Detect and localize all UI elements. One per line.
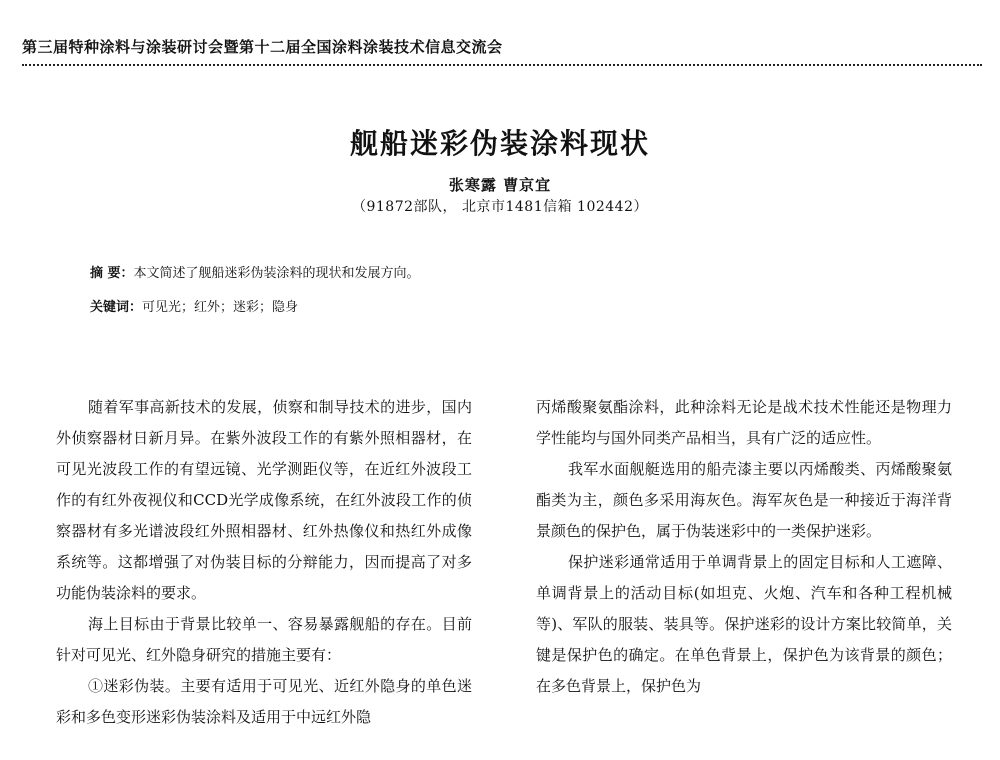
paragraph: 海上目标由于背景比较单一、容易暴露舰船的存在。目前针对可见光、红外隐身研究的措施主要有： [56,615,472,664]
paragraph: ①迷彩伪装。主要有适用于可见光、近红外隐身的单色迷彩和多色变形迷彩伪装涂料及适用于中远红外隐 [56,677,472,726]
abstract-label: 摘 要： [90,266,134,281]
keywords-text: 可见光；红外；迷彩；隐身 [142,300,299,315]
keywords-label: 关键词： [90,300,143,315]
paper-authors: 张寒露 曹京宜 [448,176,552,194]
header-divider [22,64,982,66]
paragraph: 丙烯酸聚氨酯涂料，此种涂料无论是战术技术性能还是物理力学性能均与国外同类产品相当，具有广泛的适应性。 [536,398,952,447]
body-column-right [536,392,952,702]
paragraph: 保护迷彩通常适用于单调背景上的固定目标和人工遮障、单调背景上的活动目标(如坦克、火炮、汽车和各种工程机械等)、军队的服装、装具等。保护迷彩的设计方案比较简单，关键是保护色的确定。在单色背景上，保护色为该背景的颜色；在多色背景上，保护色为 [536,553,952,695]
keywords [90,296,298,315]
paper-title: 舰船迷彩伪装涂料现状 [349,127,650,160]
body-column-left [56,392,472,733]
paragraph: 随着军事高新技术的发展，侦察和制导技术的进步，国内外侦察器材日新月异。在紫外波段工作的有紫外照相器材，在可见光波段工作的有望远镜、光学测距仪等，在近红外波段工作的有红外夜视仪和CCD光学成像系统，在红外波段工作的侦察器材有多光谱波段红外照相器材、红外热像仪和热红外成像系统等。这都增强了对伪装目标的分辩能力，因而提高了对多功能伪装涂料的要求。 [56,398,472,602]
paragraph: 我军水面舰艇选用的船壳漆主要以丙烯酸类、丙烯酸聚氨酯类为主，颜色多采用海灰色。海军灰色是一种接近于海洋背景颜色的保护色，属于伪装迷彩中的一类保护迷彩。 [536,460,952,540]
abstract-text: 本文简述了舰船迷彩伪装涂料的现状和发展方向。 [133,266,420,281]
paper-affiliation: （91872部队， 北京市1481信箱 102442） [351,199,648,215]
running-header: 第三届特种涂料与涂装研讨会暨第十二届全国涂料涂装技术信息交流会 [22,38,503,56]
abstract [90,262,420,281]
